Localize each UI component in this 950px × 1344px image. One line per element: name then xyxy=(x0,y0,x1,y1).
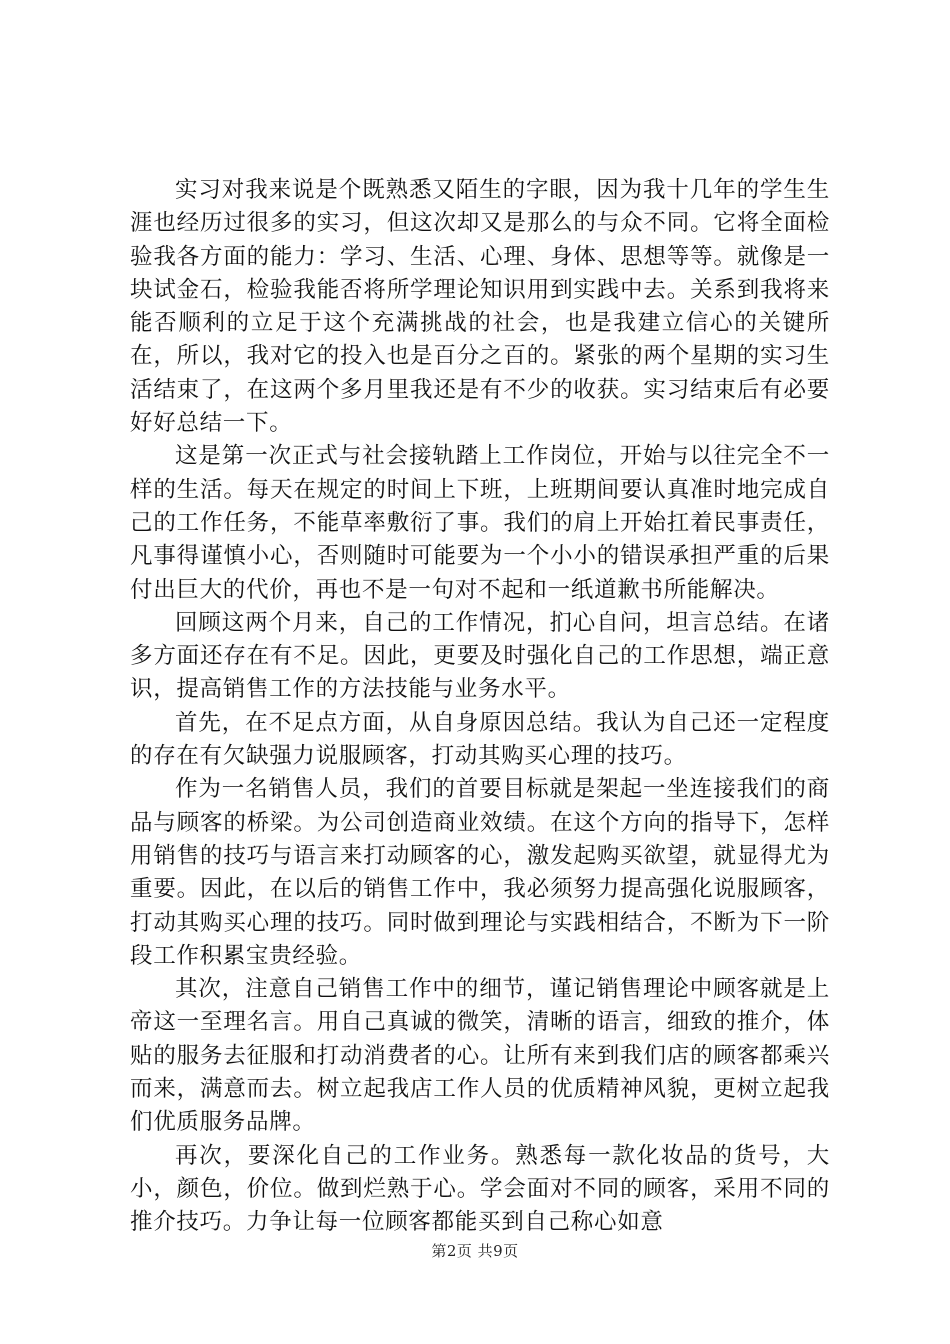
paragraph-2: 这是第一次正式与社会接轨踏上工作岗位，开始与以往完全不一样的生活。每天在规定的时间上下班，上班期间要认真准时地完成自己的工作任务，不能草率敷衍了事。我们的肩上开始扛着民事责任，凡事得谨慎小心，否则随时可能要为一个小小的错误承担严重的后果付出巨大的代价，再也不是一句对不起和一纸道歉书所能解决。 xyxy=(130,443,830,603)
paragraph-6: 其次，注意自己销售工作中的细节，谨记销售理论中顾客就是上帝这一至理名言。用自己真诚的微笑，清晰的语言，细致的推介，体贴的服务去征服和打动消费者的心。让所有来到我们店的顾客都乘兴而来，满意而去。树立起我店工作人员的优质精神风貌，更树立起我们优质服务品牌。 xyxy=(130,976,830,1136)
paragraph-3: 回顾这两个月来，自己的工作情况，扪心自问，坦言总结。在诸多方面还存在有不足。因此，更要及时强化自己的工作思想，端正意识，提高销售工作的方法技能与业务水平。 xyxy=(130,609,830,703)
paragraph-7: 再次，要深化自己的工作业务。熟悉每一款化妆品的货号，大小，颜色，价位。做到烂熟于心。学会面对不同的顾客，采用不同的推介技巧。力争让每一位顾客都能买到自己称心如意 xyxy=(130,1142,830,1236)
page-number-footer: 第2页 共9页 xyxy=(431,1242,519,1260)
paragraph-1: 实习对我来说是个既熟悉又陌生的字眼，因为我十几年的学生生涯也经历过很多的实习，但这次却又是那么的与众不同。它将全面检验我各方面的能力：学习、生活、心理、身体、思想等等。就像是一块试金石，检验我能否将所学理论知识用到实践中去。关系到我将来能否顺利的立足于这个充满挑战的社会，也是我建立信心的关键所在，所以，我对它的投入也是百分之百的。紧张的两个星期的实习生活结束了，在这两个多月里我还是有不少的收获。实习结束后有必要好好总结一下。 xyxy=(130,177,830,437)
document-body xyxy=(130,174,830,1240)
paragraph-5: 作为一名销售人员，我们的首要目标就是架起一坐连接我们的商品与顾客的桥梁。为公司创造商业效绩。在这个方向的指导下，怎样用销售的技巧与语言来打动顾客的心，激发起购买欲望，就显得尤为重要。因此，在以后的销售工作中，我必须努力提高强化说服顾客，打动其购买心理的技巧。同时做到理论与实践相结合，不断为下一阶段工作积累宝贵经验。 xyxy=(130,776,830,969)
paragraph-4: 首先，在不足点方面，从自身原因总结。我认为自己还一定程度的存在有欠缺强力说服顾客，打动其购买心理的技巧。 xyxy=(130,709,830,770)
